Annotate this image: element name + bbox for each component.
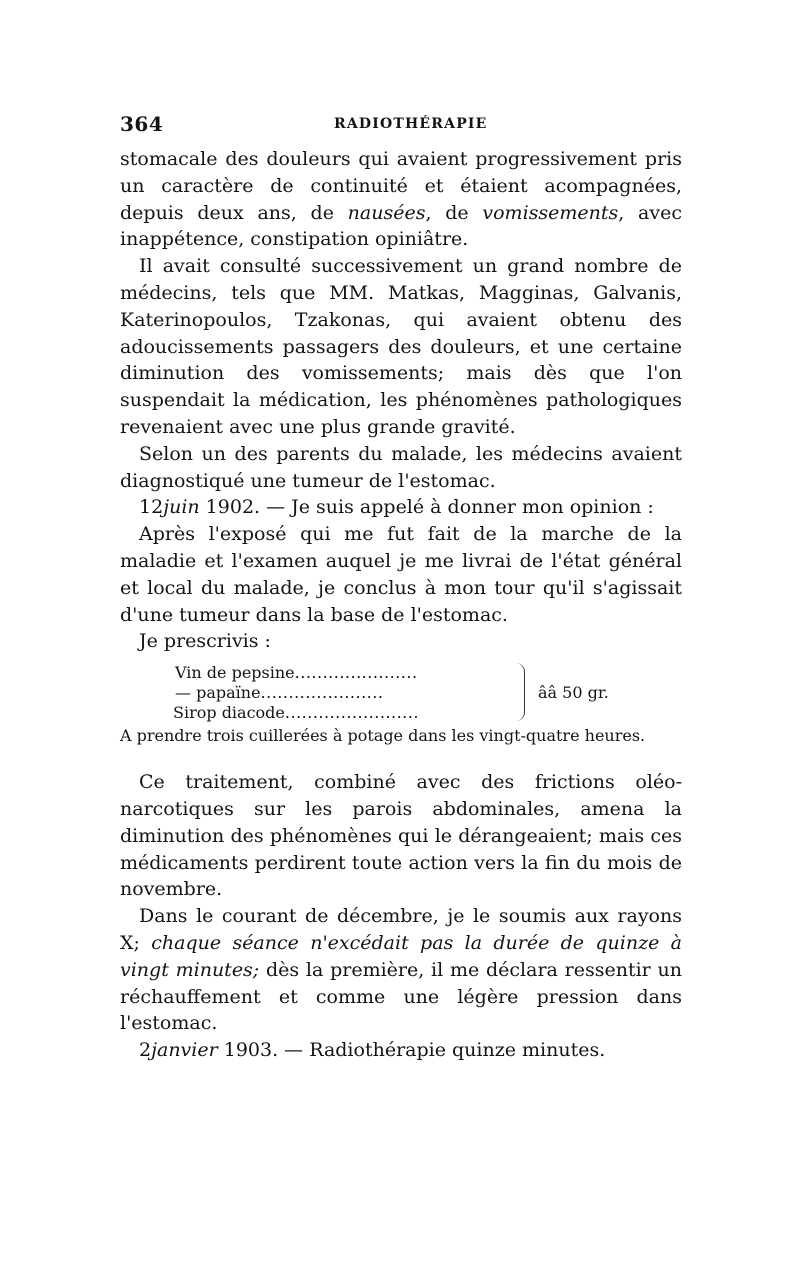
paragraph-6: Je prescrivis : xyxy=(139,630,271,653)
paragraph-1 xyxy=(120,146,682,253)
body-text-continued xyxy=(120,769,682,1064)
date-day: 2 xyxy=(139,1039,152,1062)
rx-item: Vin de pepsine xyxy=(175,663,295,683)
rx-leader: ...................... xyxy=(260,683,384,703)
italic-run: vomissements xyxy=(482,201,619,224)
text-run: , avec inappétence, constipation opiniâtre. xyxy=(120,201,682,251)
brace-icon xyxy=(516,663,525,721)
rx-leader: ...................... xyxy=(294,663,418,683)
date-year: 1903. xyxy=(217,1039,279,1062)
paragraph-4 xyxy=(120,494,682,521)
paragraph-2: Il avait consulté successivement un grand nombre de médecins, tels que MM. Matkas, Magginas, Galvanis, Katerinopoulos, Tzakonas, qui avaient obtenu des adoucissements passagers des douleurs, et une certaine diminution des vomissements; mais dès que l'on suspendait la médication, les phénomènes pathologiques revenaient avec une plus grande gravité. xyxy=(120,255,682,438)
date-year: 1902. xyxy=(199,496,261,519)
text-run: — Je suis appelé à donner mon opinion : xyxy=(260,496,654,519)
body-text xyxy=(120,146,682,655)
paragraph-8 xyxy=(120,903,682,1037)
date-month: janvier xyxy=(151,1039,218,1062)
text-run: Dans le courant de décembre, je le soumis aux rayons X; xyxy=(120,905,682,954)
paragraph-7: Ce traitement, combiné avec des frictions oléo-narcotiques sur les parois abdominales, amena la diminution des phénomènes qui le dérangeaient; mais ces médicaments perdirent toute action vers la fin du mois de novembre. xyxy=(120,771,682,901)
rx-item: — papaïne xyxy=(175,683,261,703)
prescription-line xyxy=(173,703,419,723)
prescription-line xyxy=(175,663,418,683)
prescription-line xyxy=(175,683,383,703)
prescription-block xyxy=(120,663,682,723)
prescription-dose: ââ 50 gr. xyxy=(538,683,609,703)
paragraph-3: Selon un des parents du malade, les médecins avaient diagnostiqué une tumeur de l'estomac. xyxy=(120,442,682,492)
book-page xyxy=(120,112,682,1064)
date-day: 12 xyxy=(139,496,164,519)
date-month: juin xyxy=(163,496,200,519)
text-run: — Radiothérapie quinze minutes. xyxy=(278,1039,606,1062)
paragraph-9 xyxy=(120,1037,682,1064)
running-head: RADIOTHÉRAPIE xyxy=(334,116,488,132)
prescription-note: A prendre trois cuillerées à potage dans les vingt-quatre heures. xyxy=(120,726,646,746)
italic-run: nausées xyxy=(347,201,426,224)
rx-leader: ........................ xyxy=(284,703,419,723)
italic-run: chaque séance n'excédait pas la durée de quinze à vingt minutes; xyxy=(120,931,683,981)
text-run: dès la première, il me déclara ressentir un réchauffement et comme une légère pression dans l'estomac. xyxy=(120,958,682,1035)
spacer xyxy=(120,747,682,769)
page-number: 364 xyxy=(120,112,164,136)
text-run: stomacale des douleurs qui avaient progressivement pris un caractère de continuité et étaient acompagnées, depuis deux ans, de xyxy=(120,148,682,224)
page-header xyxy=(120,112,682,146)
text-run: , de xyxy=(425,201,483,224)
rx-item: Sirop diacode xyxy=(173,703,285,723)
paragraph-5: Après l'exposé qui me fut fait de la marche de la maladie et l'examen auquel je me livrai de l'état général et local du malade, je conclus à mon tour qu'il s'agissait d'une tumeur dans la base de l'estomac. xyxy=(120,523,682,626)
